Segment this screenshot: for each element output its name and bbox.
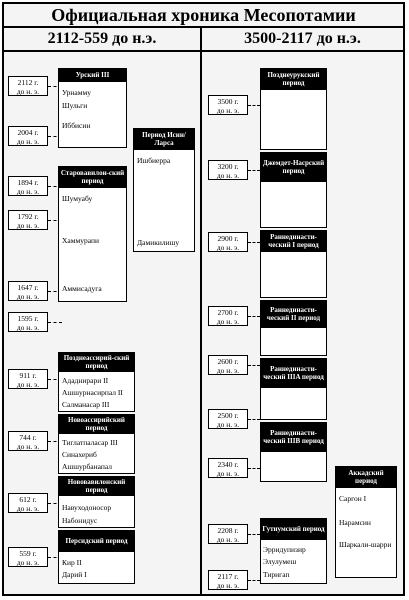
ruler-name: Дамикилишу (137, 238, 180, 247)
date-year: 2112 г. (17, 78, 39, 87)
date-year: 2500 г. (217, 411, 239, 420)
date-connector (248, 580, 260, 581)
date-box (8, 176, 48, 196)
ruler-name: Тиригап (263, 570, 290, 579)
period-persian-header: Персидский период (58, 530, 135, 552)
date-suffix: до н. э. (216, 420, 240, 429)
date-connector (248, 365, 260, 366)
ruler-name: Кир II (62, 558, 82, 567)
ruler-name: Шаркали-шарри (339, 540, 392, 549)
ruler-name: Элулумеш (263, 557, 297, 566)
date-connector (248, 242, 260, 243)
ruler-name: Шумуабу (62, 194, 93, 203)
period-isin-header: Период Исин/Ларса (133, 128, 195, 150)
period-neoassyr-header: Новоассирийский период (58, 414, 135, 434)
ruler-name: Эрридупизир (263, 545, 306, 554)
date-year: 2900 г. (217, 234, 239, 243)
date-box (208, 160, 248, 180)
date-connector (248, 419, 260, 420)
period-ed3b-header: Раннединасти-ческий IIIB период (260, 422, 327, 452)
ruler-name: Синахериб (62, 450, 97, 459)
period-neobab-header: Нововавилонский период (58, 476, 135, 496)
period-lateassyr-header: Позднеассирий-ский период (58, 352, 135, 372)
date-suffix: до н. э. (216, 366, 240, 375)
date-suffix: до н. э. (16, 137, 40, 146)
period-oldbab-header: Старовавилон-ский период (58, 166, 127, 188)
date-suffix: до н. э. (216, 317, 240, 326)
date-suffix: до н. э. (16, 221, 40, 230)
page-title: Официальная хроника Месопотамии (51, 5, 356, 25)
date-year: 1595 г. (17, 314, 39, 323)
period-ed3a-header: Раннединасти-ческий IIIA период (260, 358, 327, 388)
date-year: 744 г. (19, 433, 37, 442)
date-year: 2700 г. (217, 308, 239, 317)
ruler-name: Салманасар III (62, 400, 110, 409)
date-box (8, 210, 48, 230)
date-year: 2117 г. (217, 572, 239, 581)
ruler-name: Шульги (62, 101, 88, 110)
date-year: 612 г. (19, 495, 37, 504)
ruler-name: Ашшурнасирпал II (62, 388, 123, 397)
date-suffix: до н. э. (216, 171, 240, 180)
date-suffix: до н. э. (216, 535, 240, 544)
ruler-name: Дарий I (62, 570, 87, 579)
date-suffix: до н. э. (16, 187, 40, 196)
date-box (8, 281, 48, 301)
period-gutian-header: Гутиумский период (260, 518, 327, 540)
date-suffix: до н. э. (16, 292, 40, 301)
date-year: 2004 г. (17, 128, 39, 137)
ruler-name: Ададнирари II (62, 376, 109, 385)
date-year: 1647 г. (17, 283, 39, 292)
date-box (208, 409, 248, 429)
ruler-name: Тиглатпаласар III (62, 438, 118, 447)
date-suffix: до н. э. (16, 504, 40, 513)
date-year: 559 г. (19, 549, 37, 558)
date-suffix: до н. э. (216, 106, 240, 115)
date-year: 3500 г. (217, 97, 239, 106)
date-year: 2208 г. (217, 526, 239, 535)
date-box (208, 232, 248, 252)
left-column-header: 2112-559 до н.э. (47, 30, 157, 47)
ruler-name: Аммисадуга (62, 284, 102, 293)
date-box (8, 312, 48, 332)
ruler-name: Ишбиерра (137, 156, 171, 165)
date-box (208, 355, 248, 375)
date-connector (248, 468, 260, 469)
date-box (208, 458, 248, 478)
date-connector (48, 322, 62, 323)
period-ur3-header: Урский III (58, 68, 127, 82)
period-ed2-header: Раннединасти-ческий II период (260, 300, 327, 328)
header-divider (4, 50, 403, 52)
right-column-header: 3500-2117 до н.э. (244, 30, 361, 47)
date-suffix: до н. э. (16, 87, 40, 96)
date-connector (248, 534, 260, 535)
ruler-name: Нарамсин (339, 518, 371, 527)
period-ed1-header: Раннединасти-ческий I период (260, 230, 327, 252)
date-year: 2340 г. (217, 460, 239, 469)
date-suffix: до н. э. (16, 380, 40, 389)
date-box (8, 547, 48, 567)
date-box (208, 306, 248, 326)
ruler-name: Саргон I (339, 494, 367, 503)
date-box (8, 431, 48, 451)
date-suffix: до н. э. (216, 469, 240, 478)
date-suffix: до н. э. (16, 442, 40, 451)
date-box (8, 369, 48, 389)
date-suffix: до н. э. (16, 558, 40, 567)
date-year: 2600 г. (217, 357, 239, 366)
ruler-name: Навуходоносор (62, 503, 112, 512)
ruler-name: Набонидус (62, 516, 98, 525)
period-jemdet-header: Джемдет-Насрский период (260, 152, 327, 182)
date-year: 3200 г. (217, 162, 239, 171)
date-year: 1894 г. (17, 178, 39, 187)
period-uruk-header: Позднеурукский период (260, 68, 327, 90)
date-box (208, 570, 248, 590)
date-suffix: до н. э. (16, 323, 40, 332)
date-suffix: до н. э. (216, 243, 240, 252)
ruler-name: Хаммурапи (62, 236, 99, 245)
date-box (8, 126, 48, 146)
ruler-name: Иббисин (62, 121, 91, 130)
date-connector (248, 170, 260, 171)
ruler-name: Урнамму (62, 88, 91, 97)
date-year: 1792 г. (17, 212, 39, 221)
date-connector (248, 105, 260, 106)
period-akkad-header: Аккадский период (335, 466, 397, 488)
date-box (208, 524, 248, 544)
date-box (8, 76, 48, 96)
date-suffix: до н. э. (216, 581, 240, 590)
ruler-name: Ашшурбанапал (62, 462, 113, 471)
date-box (208, 95, 248, 115)
date-box (8, 493, 48, 513)
column-divider (200, 26, 202, 594)
date-connector (248, 316, 260, 317)
date-year: 911 г. (19, 371, 37, 380)
